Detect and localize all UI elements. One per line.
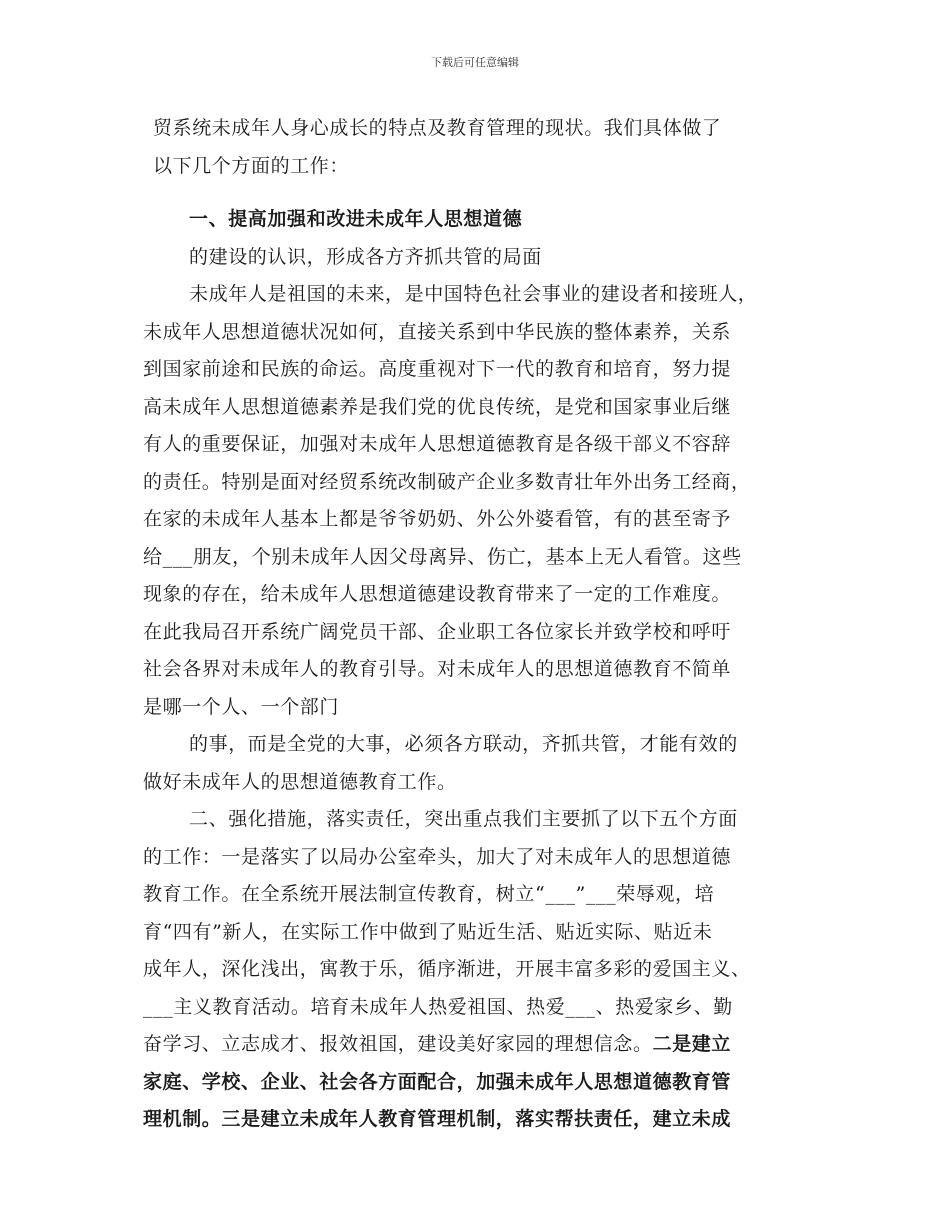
text-line: 有人的重要保证，加强对未成年人思想道德教育是各级干部义不容辞 [143,433,732,455]
text-line: 在家的未成年人基本上都是爷爷奶奶、外公外婆看管，有的甚至寄予 [143,508,732,530]
text-line: 的工作：一是落实了以局办公室牵头，加大了对未成年人的思想道德 [143,845,732,868]
page-header-note: 下载后可任意编辑 [431,56,519,69]
text-segment: 奋学习、立志成才、报效祖国，建设美好家园的理想信念。 [143,1033,653,1055]
text-line: 以下几个方面的工作： [153,154,350,177]
document-body [143,110,823,1139]
bold-text-line: 家庭、学校、企业、社会各方面配合，加强未成年人思想道德教育管 [143,1070,732,1093]
text-line: 是哪一个人、一个部门 [143,695,340,718]
text-line: 贸系统未成年人身心成长的特点及教育管理的现状。我们具体做了 [153,117,722,139]
text-line [143,1026,823,1064]
text-line: 到国家前途和民族的命运。高度重视对下一代的教育和培育，努力提 [143,358,732,380]
bold-text-segment: 理机制。 [143,1108,222,1130]
text-line: 给___朋友，个别未成年人因父母离异、伤亡，基本上无人看管。这些 [143,545,742,568]
paragraph-first-line: 的事，而是全党的大事，必须各方联动，齐抓共管，才能有效的 [189,733,738,755]
bold-text-segment: 三是建立未成年人教育管理机制，落实帮扶责任，建立未成 [221,1108,732,1130]
section-heading: 一、提高加强和改进未成年人思想道德 [189,208,523,230]
bold-text-segment: 二是建立 [652,1033,732,1055]
text-line: 做好未成年人的思想道德教育工作。 [143,770,457,793]
paragraph-first-line: 未成年人是祖国的未来，是中国特色社会事业的建设者和接班人， [189,283,758,305]
text-line: 现象的存在，给未成年人思想道德建设教育带来了一定的工作难度。 [143,583,732,605]
text-line: 育“四有”新人，在实际工作中做到了贴近生活、贴近实际、贴近未 [143,920,713,943]
text-line: ___主义教育活动。培育未成年人热爱祖国、热爱___、热爱家乡、勤 [143,995,733,1018]
text-line: 社会各界对未成年人的教育引导。对未成年人的思想道德教育不简单 [143,658,732,680]
text-line: 在此我局召开系统广阔党员干部、企业职工各位家长并致学校和呼吁 [143,620,732,643]
text-line: 成年人，深化浅出，寓教于乐，循序渐进，开展丰富多彩的爱国主义、 [143,958,751,980]
text-line: 未成年人思想道德状况如何，直接关系到中华民族的整体素养，关系 [143,320,732,343]
section-heading-continuation: 的建设的认识，形成各方齐抓共管的局面 [189,245,542,268]
section-gap [143,185,823,201]
text-line: 的责任。特别是面对经贸系统改制破产企业多数青壮年外出务工经商， [143,470,751,493]
text-line: 高未成年人思想道德素养是我们党的优良传统，是党和国家事业后继 [143,395,732,418]
paragraph-first-line: 二、强化措施，落实责任，突出重点我们主要抓了以下五个方面 [189,808,738,830]
bold-text-line [143,1101,823,1139]
text-line: 教育工作。在全系统开展法制宣传教育，树立“___”___荣辱观，培 [143,883,715,905]
